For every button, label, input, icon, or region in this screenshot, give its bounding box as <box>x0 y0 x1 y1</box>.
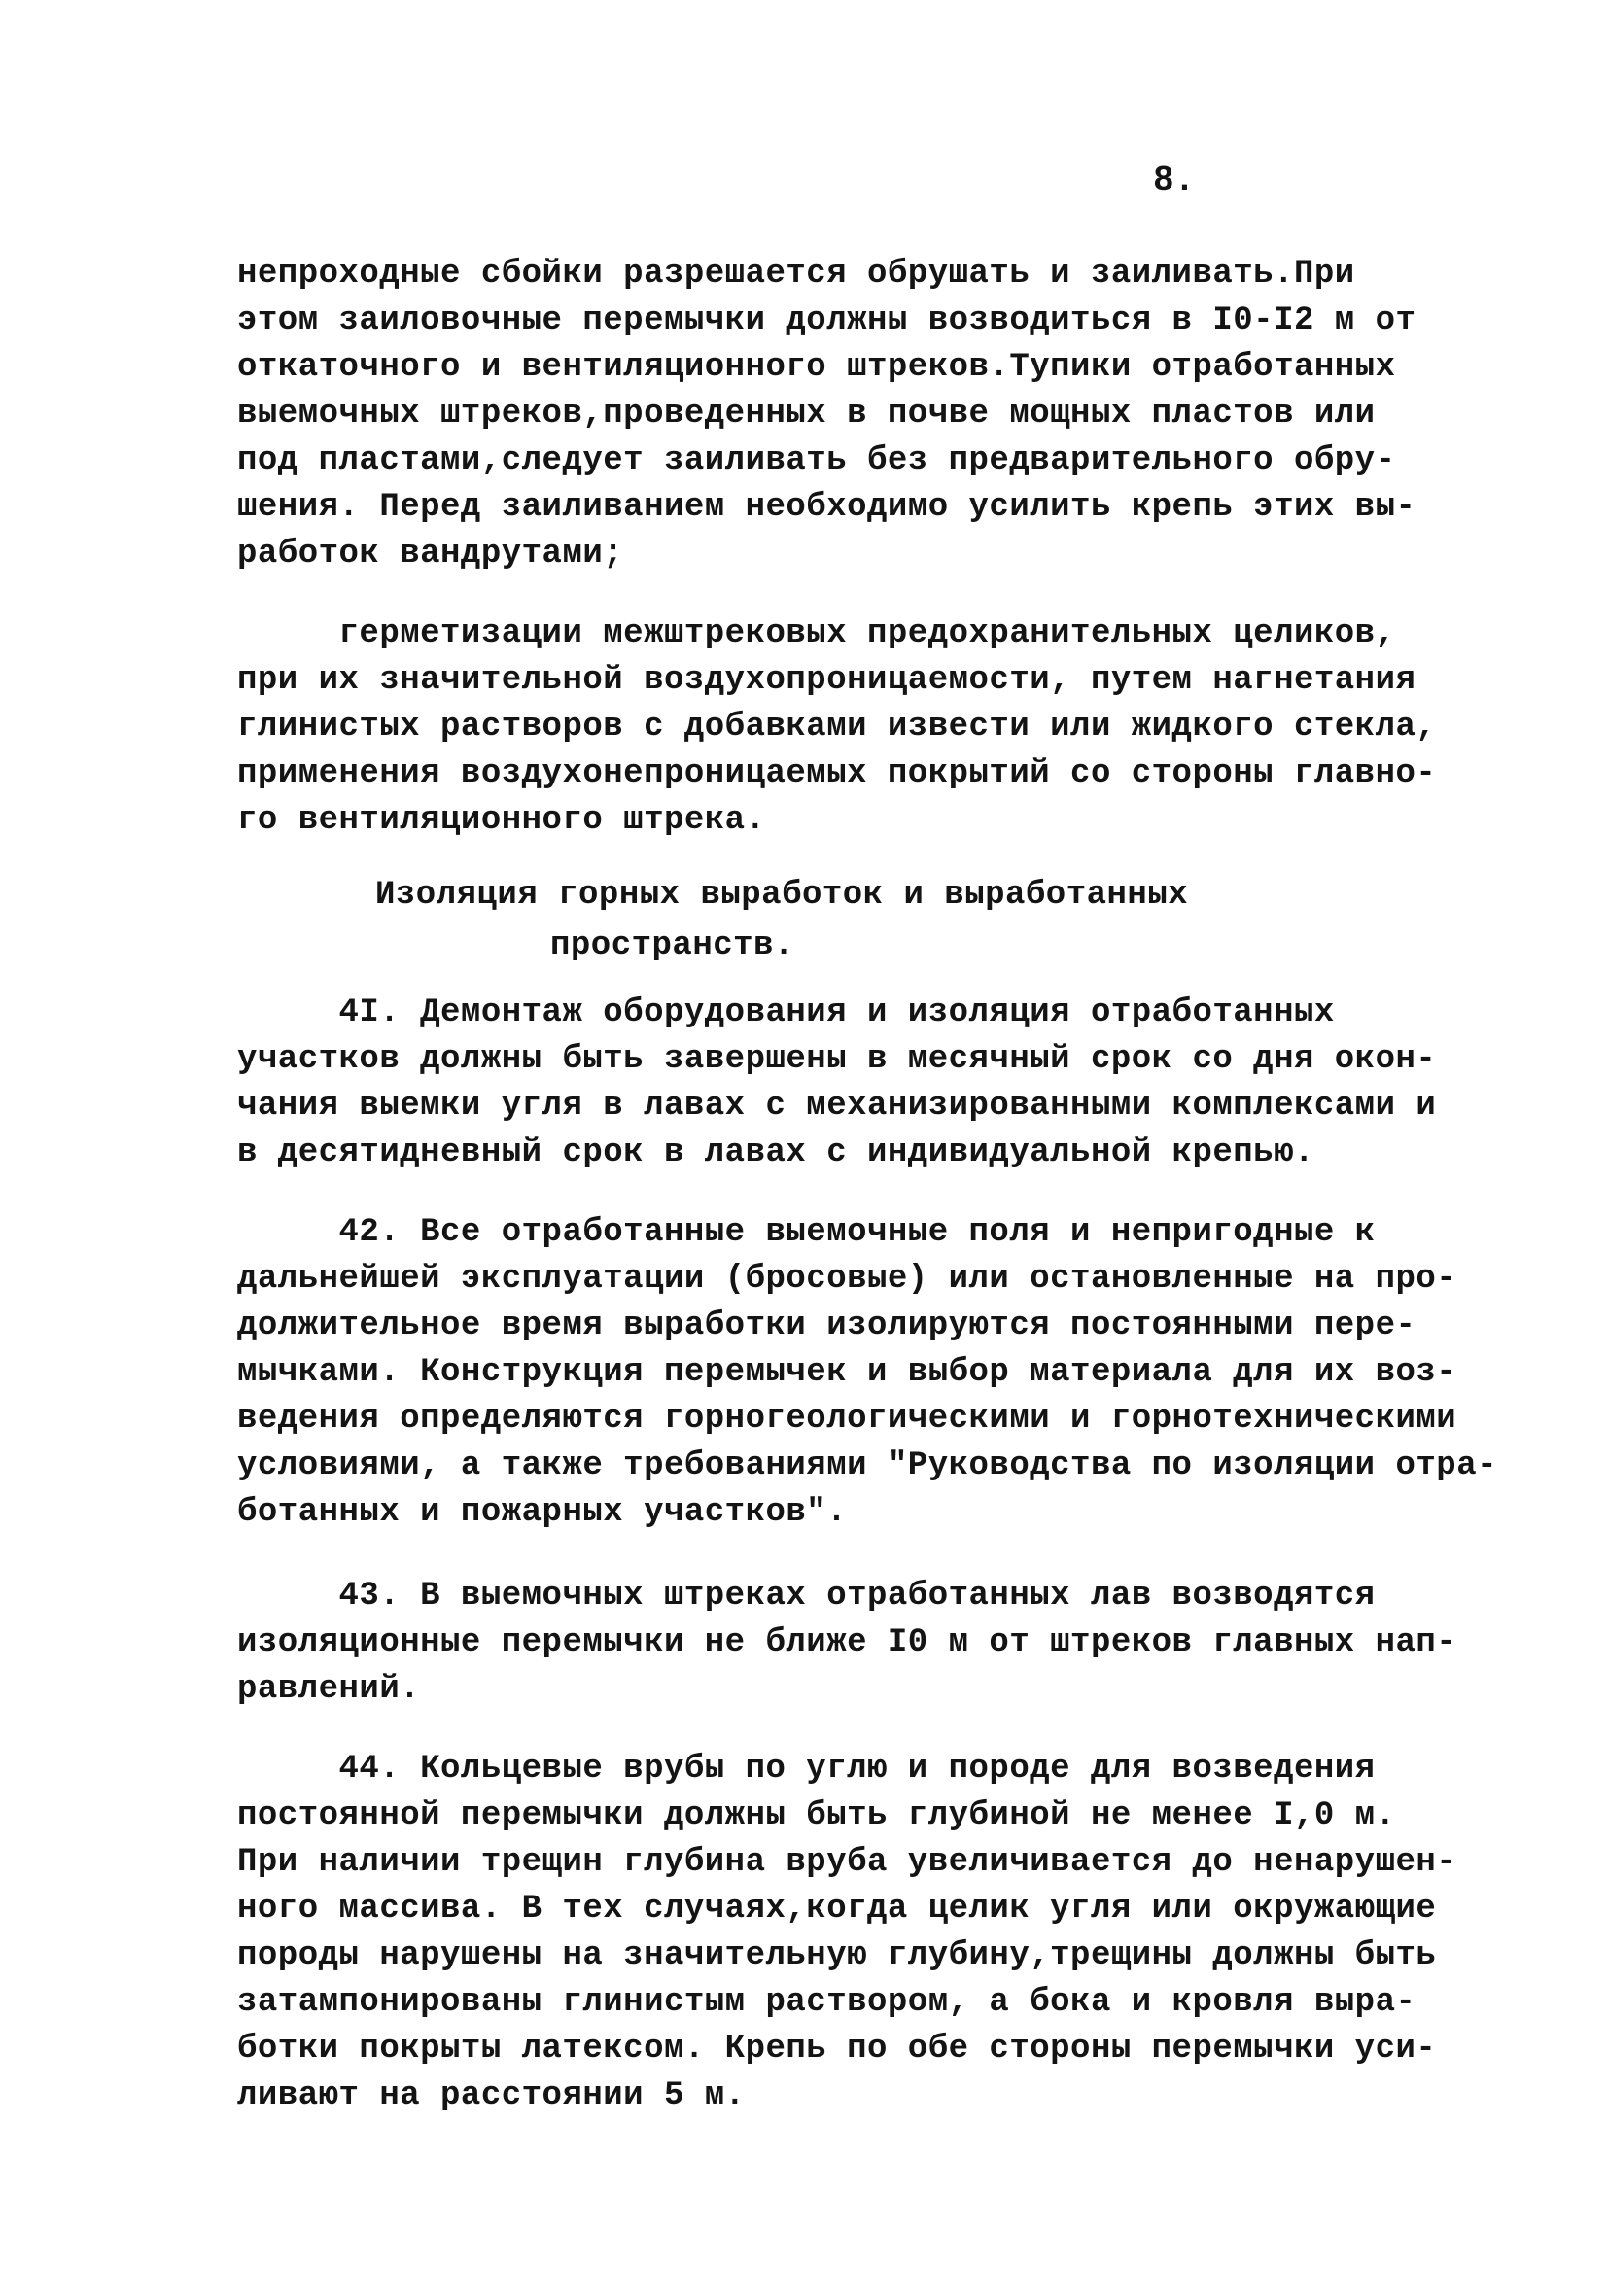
text-line: ного массива. В тех случаях,когда целик угля или окружающие <box>237 1891 1437 1928</box>
text-line: изоляционные перемычки не ближе I0 м от штреков главных нап- <box>237 1624 1457 1661</box>
text-line: работок вандрутами; <box>237 536 624 573</box>
text-line: участков должны быть завершены в месячный срок со дня окон- <box>237 1041 1437 1078</box>
text-line: ливают на расстоянии 5 м. <box>237 2077 746 2114</box>
text-line: должительное время выработки изолируются постоянными пере- <box>237 1307 1416 1344</box>
text-line: 43. В выемочных штреках отработанных лав возводятся <box>237 1578 1376 1615</box>
text-line: откаточного и вентиляционного штреков.Тупики отработанных <box>237 349 1396 386</box>
paragraph-excavation-sealing <box>237 251 1416 577</box>
text-line: герметизации межштрековых предохранительных целиков, <box>237 615 1396 652</box>
text-line: чания выемки угля в лавах с механизированными комплексами и <box>237 1088 1437 1125</box>
text-line: мычками. Конструкция перемычек и выбор материала для их воз- <box>237 1354 1457 1391</box>
text-line: затампонированы глинистым раствором, а бока и кровля выра- <box>237 1984 1416 2021</box>
text-line: ведения определяются горногеологическими и горнотехническими <box>237 1401 1457 1438</box>
paragraph-44 <box>237 1746 1456 2119</box>
text-line: постоянной перемычки должны быть глубиной не менее I,0 м. <box>237 1797 1396 1834</box>
text-line: применения воздухонепроницаемых покрытий со стороны главно- <box>237 755 1437 792</box>
text-line: 4I. Демонтаж оборудования и изоляция отработанных <box>237 994 1335 1031</box>
text-line: 44. Кольцевые врубы по углю и породе для возведения <box>237 1751 1376 1788</box>
text-line: непроходные сбойки разрешается обрушать и заиливать.При <box>237 256 1355 293</box>
section-heading-line-2: пространств. <box>550 927 794 964</box>
paragraph-42 <box>237 1209 1497 1536</box>
text-line: ботки покрыты латексом. Крепь по обе стороны перемычки уси- <box>237 2031 1437 2068</box>
text-line: При наличии трещин глубина вруба увеличивается до ненарушен- <box>237 1844 1457 1881</box>
text-line: под пластами,следует заиливать без предварительного обру- <box>237 442 1396 479</box>
text-line: условиями, а также требованиями "Руководства по изоляции отра- <box>237 1447 1498 1484</box>
paragraph-41 <box>237 990 1436 1176</box>
text-line: равлений. <box>237 1671 421 1708</box>
text-line: в десятидневный срок в лавах с индивидуальной крепью. <box>237 1134 1314 1171</box>
text-line: при их значительной воздухопроницаемости, путем нагнетания <box>237 662 1416 699</box>
text-line: ботанных и пожарных участков". <box>237 1494 848 1531</box>
text-line: этом заиловочные перемычки должны возводиться в I0-I2 м от <box>237 302 1416 339</box>
text-line: выемочных штреков,проведенных в почве мощных пластов или <box>237 396 1376 433</box>
paragraph-43 <box>237 1573 1456 1713</box>
text-line: дальнейшей эксплуатации (бросовые) или остановленные на про- <box>237 1261 1457 1298</box>
section-heading-line-1: Изоляция горных выработок и выработанных <box>375 877 1189 914</box>
page-number: 8. <box>1153 160 1196 200</box>
text-line: 42. Все отработанные выемочные поля и непригодные к <box>237 1214 1376 1251</box>
text-line: глинистых растворов с добавками извести или жидкого стекла, <box>237 709 1437 746</box>
text-line: породы нарушены на значительную глубину,трещины должны быть <box>237 1937 1437 1974</box>
text-line: шения. Перед заиливанием необходимо усилить крепь этих вы- <box>237 489 1416 526</box>
text-line: го вентиляционного штрека. <box>237 802 766 839</box>
paragraph-pillar-sealing <box>237 610 1436 844</box>
